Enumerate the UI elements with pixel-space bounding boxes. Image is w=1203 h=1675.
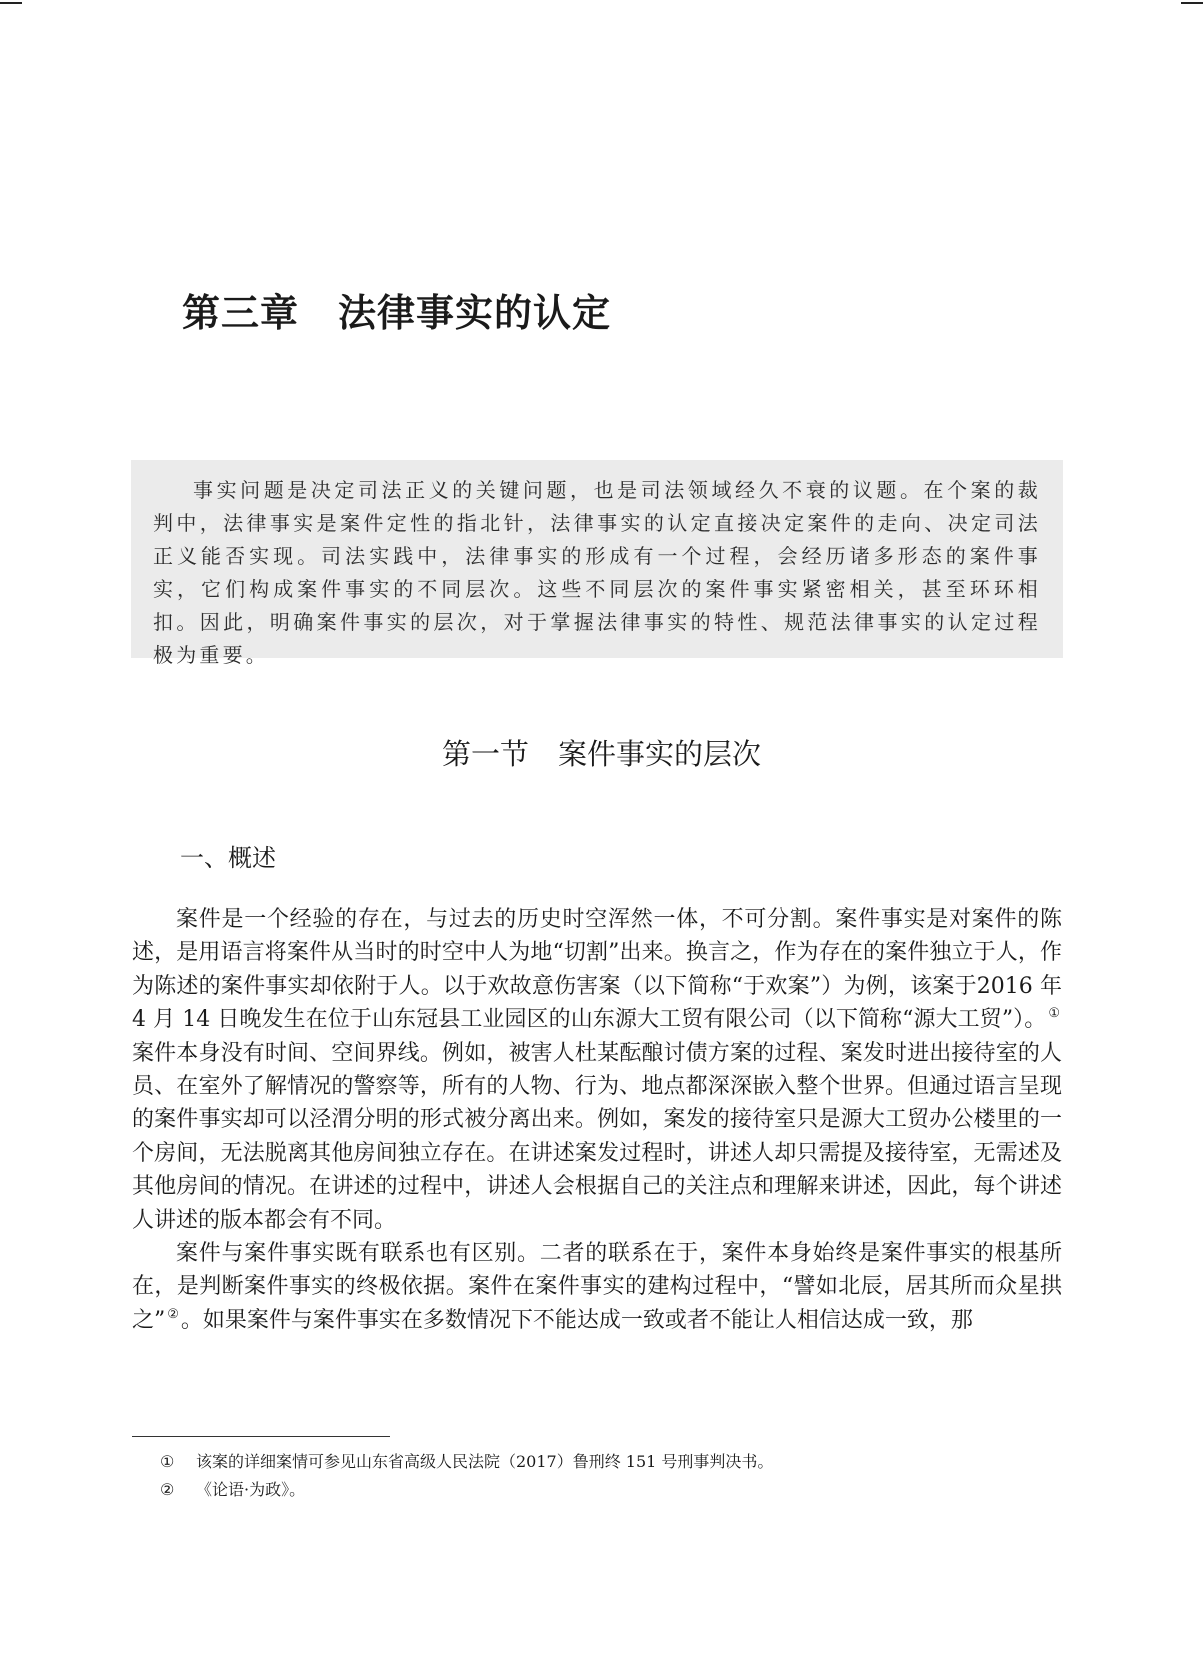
footnote-2 (160, 1476, 1060, 1504)
body-paragraph-2-part-b: 。如果案件与案件事实在多数情况下不能达成一致或者不能让人相信达成一致，那 (180, 1307, 973, 1333)
body-paragraph-2-part-a: 案件与案件事实既有联系也有区别。二者的联系在于，案件本身始终是案件事实的根基所在，是判断案件事实的终极依据。案件在案件事实的建构过程中，“譬如北辰，居其所而众星拱之” (132, 1241, 1062, 1333)
section-title: 第一节 案件事实的层次 (441, 737, 761, 771)
crop-mark-right (1181, 2, 1203, 4)
chapter-abstract-text: 事实问题是决定司法正义的关键问题，也是司法领域经久不衰的议题。在个案的裁判中，法律事实是案件定性的指北针，法律事实的认定直接决定案件的走向、决定司法正义能否实现。司法实践中，法律事实的形成有一个过程，会经历诸多形态的案件事实，它们构成案件事实的不同层次。这些不同层次的案件事实紧密相关，甚至环环相扣。因此，明确案件事实的层次，对于掌握法律事实的特性、规范法律事实的认定过程极为重要。 (153, 478, 1041, 667)
footnote-divider (132, 1436, 390, 1437)
body-paragraph-1-part-a: 案件是一个经验的存在，与过去的历史时空浑然一体，不可分割。案件事实是对案件的陈述，是用语言将案件从当时的时空中人为地“切割”出来。换言之，作为存在的案件独立于人，作为陈述的案件事实却依附于人。以于欢故意伤害案（以下简称“于欢案”）为例，该案于2016 年 4 月 14 日晚发生在位于山东冠县工业园区的山东源大工贸有限公司（以下简称“源大工贸”）。 (132, 907, 1062, 1033)
body-paragraph-1-part-b: 案件本身没有时间、空间界线。例如，被害人杜某酝酿讨债方案的过程、案发时进出接待室的人员、在室外了解情况的警察等，所有的人物、行为、地点都深深嵌入整个世界。但通过语言呈现的案件事实却可以泾渭分明的形式被分离出来。例如，案发的接待室只是源大工贸办公楼里的一个房间，无法脱离其他房间独立存在。在讲述案发过程时，讲述人却只需提及接待室，无需述及其他房间的情况。在讲述的过程中，讲述人会根据自己的关注点和理解来讲述，因此，每个讲述人讲述的版本都会有不同。 (132, 1040, 1062, 1233)
chapter-abstract-box (131, 460, 1063, 667)
footnote-2-mark: ② (160, 1480, 175, 1499)
body-text (132, 903, 1062, 1337)
footnote-1-text: 该案的详细案情可参见山东省高级人民法院（2017）鲁刑终 151 号刑事判决书。 (196, 1452, 774, 1471)
footnote-ref-1: ① (1048, 1006, 1060, 1022)
body-paragraph-1 (132, 903, 1062, 1237)
crop-mark-left (0, 2, 22, 4)
footnote-1 (160, 1448, 1060, 1476)
chapter-title: 第三章 法律事实的认定 (182, 291, 612, 335)
subsection-heading: 一、概述 (180, 844, 276, 872)
footnotes (160, 1448, 1060, 1504)
footnote-ref-2: ② (167, 1306, 179, 1322)
body-paragraph-2 (132, 1237, 1062, 1337)
footnote-2-text: 《论语·为政》。 (196, 1480, 306, 1499)
footnote-1-mark: ① (160, 1452, 175, 1471)
